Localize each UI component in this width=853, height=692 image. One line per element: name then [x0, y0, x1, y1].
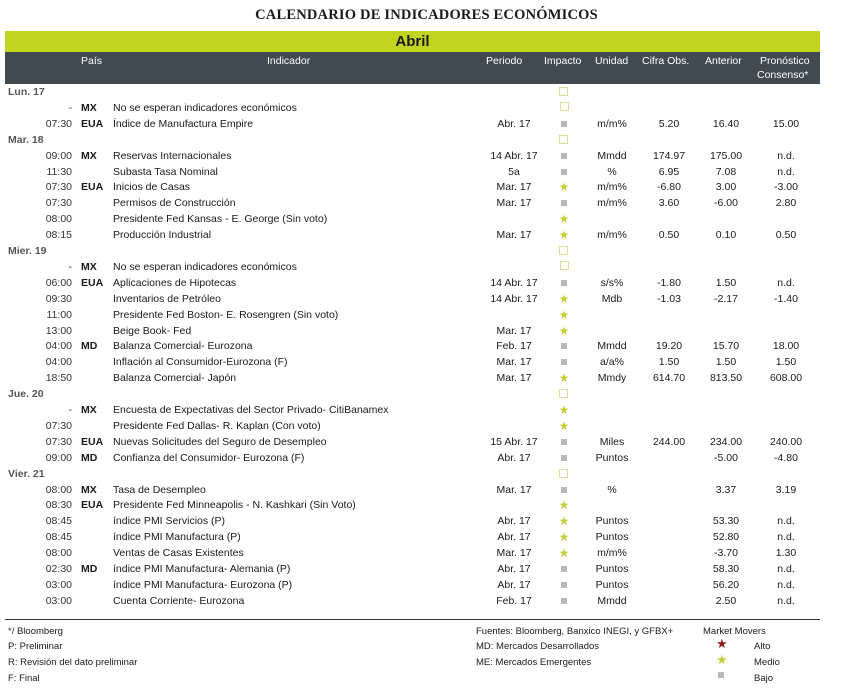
table-row — [0, 102, 853, 117]
impact-medium-star-icon: ★ — [558, 403, 570, 417]
cell-unit: m/m% — [597, 229, 627, 242]
cell-indicator: No se esperan indicadores económicos — [113, 101, 297, 114]
cell-unit: Puntos — [595, 515, 629, 528]
impact-low-square-icon — [556, 595, 572, 607]
cell-previous: 813.50 — [709, 372, 743, 385]
month-banner: Abril — [5, 31, 820, 52]
header-impacto: Impacto — [544, 55, 582, 67]
cell-previous: -3.70 — [714, 547, 738, 560]
cell-indicator: índice PMI Manufactura- Eurozona (P) — [113, 578, 293, 591]
impact-low-square-icon — [556, 579, 572, 591]
cell-time: 11:30 — [46, 165, 72, 178]
table-row — [0, 181, 853, 196]
cell-time: 02:30 — [45, 563, 72, 575]
cell-forecast: 1.50 — [775, 356, 797, 369]
cell-previous: 58.30 — [712, 563, 740, 575]
cell-unit: m/m% — [597, 117, 627, 130]
sources-text: Fuentes: Bloomberg, Banxico INEGI, y GFBX+ — [476, 626, 674, 637]
table-row — [0, 229, 853, 244]
table-row — [0, 166, 853, 181]
cell-period: 14 Abr. 17 — [490, 276, 538, 289]
cell-period: Mar. 17 — [496, 372, 532, 385]
cell-forecast: -4.80 — [774, 451, 798, 464]
day-label: Vier. 21 — [8, 467, 45, 480]
cell-indicator: No se esperan indicadores económicos — [113, 260, 297, 273]
legend-medium-label: Medio — [754, 657, 780, 668]
impact-medium-star-icon: ★ — [558, 212, 570, 227]
cell-unit: Mmdy — [597, 372, 627, 385]
cell-forecast: n.d. — [777, 165, 795, 178]
table-header — [5, 52, 820, 84]
legend-title: Market Movers — [703, 626, 766, 637]
cell-indicator: Encuesta de Expectativas del Sector Privado- CitiBanamex — [113, 404, 389, 416]
cell-previous: 1.50 — [715, 356, 737, 369]
table-row — [0, 372, 853, 387]
cell-country: MX — [81, 101, 97, 114]
cell-period: Mar. 17 — [496, 181, 532, 194]
cell-actual: 174.97 — [652, 149, 686, 162]
cell-time: 07:30 — [45, 181, 72, 194]
cell-unit: Puntos — [595, 578, 629, 591]
table-row — [0, 356, 853, 371]
cell-time: 03:00 — [45, 594, 72, 607]
impact-low-square-icon — [556, 356, 572, 368]
table-row — [0, 293, 853, 308]
impact-empty-box — [559, 469, 568, 481]
cell-indicator: Subasta Tasa Nominal — [113, 165, 218, 178]
cell-time: 04:00 — [45, 340, 72, 353]
cell-period: Mar. 17 — [496, 483, 532, 496]
cell-indicator: Tasa de Desempleo — [113, 483, 206, 496]
impact-low-square-icon — [556, 452, 572, 464]
table-row — [0, 404, 853, 419]
table-row — [0, 340, 853, 355]
footnote-bloomberg: */ Bloomberg — [8, 626, 63, 637]
cell-forecast: -1.40 — [774, 292, 798, 305]
header-pronostico: Pronóstico — [760, 55, 810, 67]
cell-indicator: Inicios de Casas — [113, 181, 191, 194]
cell-actual: 1.50 — [658, 356, 680, 369]
cell-period: Abr. 17 — [497, 515, 531, 528]
cell-indicator: Aplicaciones de Hipotecas — [113, 276, 237, 289]
cell-actual: 244.00 — [652, 435, 686, 448]
footnote-final: F: Final — [8, 673, 40, 684]
table-row — [0, 277, 853, 292]
me-note: ME: Mercados Emergentes — [476, 657, 592, 668]
table-row — [0, 595, 853, 610]
header-cifra: Cifra Obs. — [642, 55, 690, 67]
header-pais: País — [81, 55, 103, 67]
day-label: Mar. 18 — [8, 133, 44, 146]
cell-forecast: n.d. — [777, 578, 795, 591]
table-row — [0, 436, 853, 451]
impact-low-square-icon — [556, 150, 572, 162]
cell-unit: Mdb — [601, 292, 623, 305]
cell-time: 08:45 — [45, 515, 72, 528]
cell-time: - — [68, 101, 72, 114]
cell-time: 11:00 — [46, 308, 72, 321]
cell-actual: 6.95 — [658, 165, 680, 178]
cell-actual: 19.20 — [655, 340, 683, 353]
day-label: Lun. 17 — [8, 86, 45, 98]
cell-country: MX — [81, 404, 97, 416]
impact-low-square-icon — [556, 340, 572, 352]
cell-country: MD — [81, 451, 98, 464]
cell-forecast: n.d. — [777, 149, 795, 162]
cell-previous: 7.08 — [715, 165, 737, 178]
impact-empty-box — [556, 261, 572, 273]
cell-previous: 1.50 — [715, 276, 737, 289]
cell-previous: -6.00 — [714, 197, 738, 210]
cell-forecast: 608.00 — [769, 372, 803, 385]
table-row — [0, 515, 853, 530]
cell-unit: Miles — [599, 435, 625, 448]
impact-empty-box — [559, 246, 568, 258]
table-row — [0, 420, 853, 435]
cell-country: MX — [81, 260, 97, 273]
legend-high-star-icon: ★ — [716, 636, 728, 651]
legend-high-label: Alto — [754, 641, 771, 652]
cell-forecast: n.d. — [777, 531, 795, 544]
cell-forecast: n.d. — [777, 563, 795, 575]
cell-forecast: 240.00 — [769, 435, 803, 448]
cell-indicator: Producción Industrial — [113, 229, 212, 242]
cell-indicator: índice PMI Manufactura- Alemania (P) — [113, 563, 291, 575]
table-row — [0, 579, 853, 594]
cell-country: MD — [81, 340, 98, 353]
cell-time: 08:15 — [45, 229, 72, 242]
cell-country: MX — [81, 483, 97, 496]
day-label: Jue. 20 — [8, 388, 44, 401]
table-row — [0, 213, 853, 228]
table-row — [0, 452, 853, 467]
cell-indicator: índice PMI Manufactura (P) — [113, 531, 241, 544]
cell-actual: -6.80 — [657, 181, 681, 194]
table-row — [0, 547, 853, 562]
impact-low-square-icon — [556, 436, 572, 448]
cell-previous: 175.00 — [709, 149, 743, 162]
cell-actual: -1.03 — [657, 292, 681, 305]
cell-forecast: 0.50 — [775, 229, 797, 242]
cell-forecast: n.d. — [777, 515, 795, 528]
cell-indicator: Inflación al Consumidor-Eurozona (F) — [113, 356, 288, 369]
cell-forecast: 1.30 — [775, 547, 797, 560]
cell-previous: -2.17 — [714, 292, 738, 305]
cell-unit: % — [607, 165, 617, 178]
table-row — [0, 499, 853, 514]
cell-actual: 3.60 — [658, 197, 680, 210]
cell-previous: 16.40 — [712, 117, 740, 130]
page-title: CALENDARIO DE INDICADORES ECONÓMICOS — [255, 7, 598, 23]
cell-previous: 3.37 — [715, 483, 737, 496]
impact-medium-star-icon: ★ — [558, 514, 570, 529]
impact-low-square-icon — [556, 197, 572, 209]
impact-low-square-icon — [556, 563, 572, 575]
cell-period: 15 Abr. 17 — [490, 435, 538, 448]
cell-indicator: Cuenta Corriente- Eurozona — [113, 594, 245, 607]
table-row — [0, 261, 853, 276]
impact-low-square-icon — [556, 277, 572, 289]
cell-country: MD — [81, 563, 98, 575]
cell-unit: s/s% — [600, 276, 624, 289]
header-anterior: Anterior — [705, 55, 742, 67]
day-label: Mier. 19 — [8, 245, 47, 257]
cell-actual: 614.70 — [652, 372, 686, 385]
cell-unit: Puntos — [595, 531, 629, 544]
impact-low-square-icon — [556, 166, 572, 178]
cell-previous: 52.80 — [712, 531, 740, 544]
table-row — [0, 309, 853, 324]
cell-indicator: Confianza del Consumidor- Eurozona (F) — [113, 451, 305, 464]
cell-forecast: n.d. — [777, 276, 795, 289]
cell-time: 09:00 — [45, 149, 72, 162]
md-note: MD: Mercados Desarrollados — [476, 641, 600, 652]
cell-country: EUA — [81, 181, 104, 194]
cell-time: 18:50 — [45, 372, 72, 385]
table-row — [0, 484, 853, 499]
cell-previous: 56.20 — [712, 578, 740, 591]
cell-time: - — [68, 260, 72, 273]
cell-time: 07:30 — [45, 419, 72, 432]
impact-medium-star-icon: ★ — [558, 228, 570, 243]
cell-actual: 0.50 — [658, 229, 680, 242]
cell-previous: 53.30 — [712, 515, 740, 528]
cell-indicator: Índice de Manufactura Empire — [113, 117, 254, 130]
cell-actual: 5.20 — [658, 117, 680, 130]
cell-period: 5a — [508, 165, 520, 178]
cell-period: Mar. 17 — [496, 229, 532, 242]
table-row — [0, 563, 853, 578]
cell-unit: Mmdd — [597, 149, 627, 162]
cell-period: Abr. 17 — [497, 578, 531, 591]
cell-unit: a/a% — [600, 356, 624, 369]
cell-unit: Puntos — [595, 563, 629, 575]
cell-indicator: Ventas de Casas Existentes — [113, 547, 244, 560]
cell-period: Abr. 17 — [497, 563, 531, 575]
cell-indicator: Reservas Internacionales — [113, 149, 232, 162]
footer-divider — [5, 619, 820, 620]
impact-medium-star-icon: ★ — [558, 371, 570, 386]
cell-indicator: Presidente Fed Minneapolis - N. Kashkari (Sin Voto) — [113, 499, 356, 512]
cell-indicator: índice PMI Servicios (P) — [113, 515, 226, 528]
cell-time: 13:00 — [45, 324, 72, 337]
header-unidad: Unidad — [595, 55, 629, 67]
cell-time: 08:00 — [45, 547, 72, 560]
cell-forecast: n.d. — [777, 594, 795, 607]
cell-time: 09:30 — [45, 292, 72, 305]
table-row — [0, 531, 853, 546]
cell-time: 08:45 — [45, 531, 72, 544]
cell-forecast: 2.80 — [775, 197, 797, 210]
cell-indicator: Beige Book- Fed — [113, 324, 192, 337]
cell-country: EUA — [81, 499, 104, 512]
cell-country: EUA — [81, 435, 104, 448]
cell-forecast: 3.19 — [775, 483, 797, 496]
table-row — [0, 325, 853, 340]
legend-medium-star-icon: ★ — [716, 652, 728, 667]
cell-indicator: Presidente Fed Boston- E. Rosengren (Sin voto) — [113, 308, 339, 321]
cell-indicator: Inventarios de Petróleo — [113, 292, 221, 305]
cell-time: - — [68, 404, 72, 416]
cell-time: 06:00 — [45, 276, 72, 289]
impact-low-square-icon — [556, 484, 572, 496]
cell-indicator: Nuevas Solicitudes del Seguro de Desempleo — [113, 435, 327, 448]
cell-previous: 0.10 — [715, 229, 737, 242]
cell-country: MX — [81, 149, 97, 162]
cell-indicator: Balanza Comercial- Japón — [113, 372, 237, 385]
cell-time: 07:30 — [45, 435, 72, 448]
cell-period: Mar. 17 — [496, 197, 532, 210]
impact-medium-star-icon: ★ — [558, 323, 570, 338]
impact-low-square-icon — [556, 118, 572, 130]
cell-period: Abr. 17 — [497, 451, 531, 464]
header-periodo: Periodo — [486, 55, 523, 67]
cell-indicator: Presidente Fed Kansas - E. George (Sin voto) — [113, 213, 328, 226]
legend-low-square-icon — [718, 672, 724, 678]
impact-medium-star-icon: ★ — [558, 530, 570, 545]
cell-forecast: 18.00 — [772, 340, 800, 353]
cell-time: 03:00 — [45, 578, 72, 591]
header-indicador: Indicador — [267, 55, 311, 67]
cell-actual: -1.80 — [657, 276, 681, 289]
cell-forecast: -3.00 — [774, 181, 798, 194]
footnote-revision: R: Revisión del dato preliminar — [8, 657, 138, 668]
cell-time: 08:00 — [45, 483, 72, 496]
cell-time: 09:00 — [45, 451, 72, 464]
impact-medium-star-icon: ★ — [558, 291, 570, 306]
impact-empty-box — [559, 389, 568, 401]
table-row — [0, 150, 853, 165]
impact-empty-box — [559, 87, 568, 99]
cell-period: 14 Abr. 17 — [490, 292, 538, 305]
cell-period: Feb. 17 — [496, 340, 532, 353]
cell-period: Mar. 17 — [496, 547, 532, 560]
cell-time: 04:00 — [45, 356, 72, 369]
cell-unit: m/m% — [597, 547, 627, 560]
table-row — [0, 197, 853, 212]
cell-unit: m/m% — [597, 197, 627, 210]
cell-indicator: Permisos de Construcción — [113, 197, 236, 210]
impact-medium-star-icon: ★ — [558, 546, 570, 561]
impact-medium-star-icon: ★ — [558, 418, 570, 433]
cell-forecast: 15.00 — [772, 117, 800, 130]
cell-unit: Mmdd — [597, 594, 627, 607]
cell-country: EUA — [81, 276, 104, 289]
cell-previous: 3.00 — [715, 181, 737, 194]
impact-empty-box — [556, 102, 572, 114]
footnote-preliminar: P: Preliminar — [8, 641, 63, 652]
cell-unit: Puntos — [595, 451, 629, 464]
cell-unit: m/m% — [597, 181, 627, 194]
impact-medium-star-icon: ★ — [558, 180, 570, 195]
cell-period: Mar. 17 — [496, 324, 532, 337]
legend-low-label: Bajo — [754, 673, 774, 684]
cell-previous: 234.00 — [709, 435, 743, 448]
cell-period: Mar. 17 — [496, 356, 532, 369]
cell-time: 07:30 — [45, 197, 72, 210]
cell-time: 08:00 — [45, 213, 72, 226]
header-consenso: Consenso* — [757, 69, 809, 81]
cell-time: 07:30 — [45, 117, 72, 130]
cell-indicator: Presidente Fed Dallas- R. Kaplan (Con voto) — [113, 419, 321, 432]
cell-unit: Mmdd — [597, 340, 627, 353]
cell-previous: 15.70 — [712, 340, 740, 353]
cell-period: Abr. 17 — [497, 117, 531, 130]
cell-previous: -5.00 — [714, 451, 738, 464]
cell-period: Feb. 17 — [496, 594, 532, 607]
cell-unit: % — [607, 483, 617, 496]
table-row — [0, 118, 853, 133]
cell-period: 14 Abr. 17 — [490, 149, 538, 162]
cell-period: Abr. 17 — [497, 531, 531, 544]
impact-medium-star-icon: ★ — [558, 307, 570, 322]
impact-medium-star-icon: ★ — [558, 498, 570, 513]
impact-empty-box — [559, 135, 568, 147]
cell-previous: 2.50 — [715, 594, 737, 607]
cell-time: 08:30 — [45, 499, 72, 512]
cell-indicator: Balanza Comercial- Eurozona — [113, 340, 253, 353]
cell-country: EUA — [81, 117, 104, 130]
